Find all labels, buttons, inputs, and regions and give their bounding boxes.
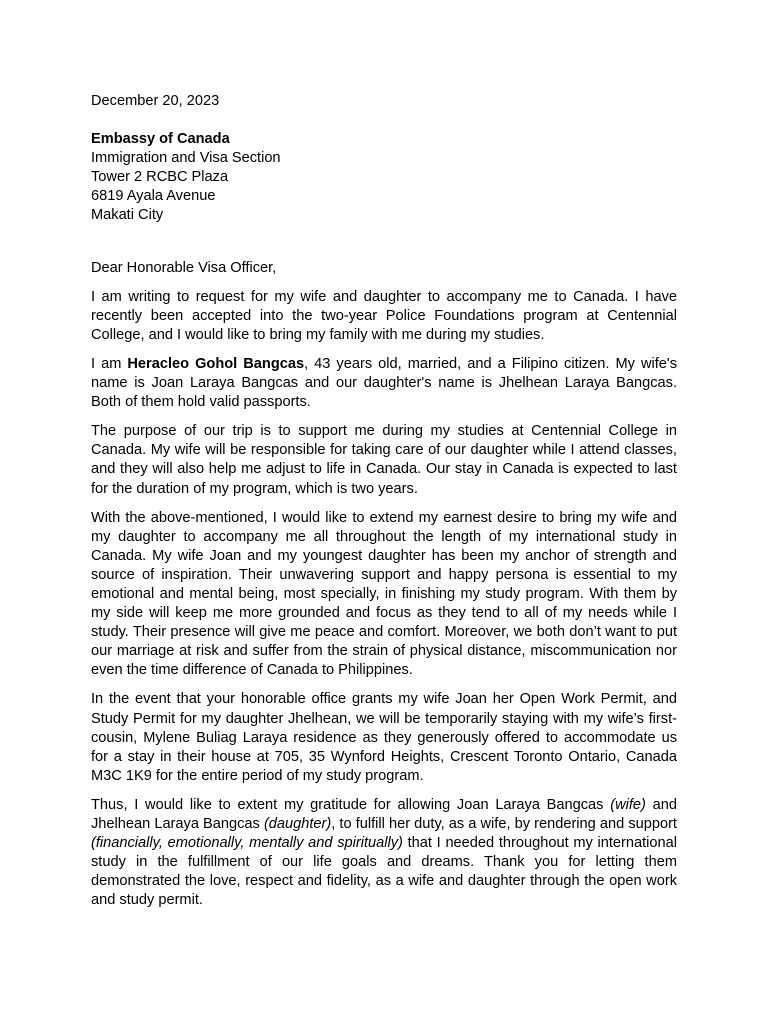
applicant-name: Heracleo Gohol Bangcas (127, 355, 305, 372)
paragraph-2-post: , 43 years old, married, and a Filipino citizen. My wife's name is Joan Laraya Bangcas and our daughter's name is Jhelhean Laraya Bangcas. Both of them hold valid passports. (91, 355, 678, 411)
paragraph-3: The purpose of our trip is to support me during my studies at Centennial College in Canada. My wife will be responsible for taking care of our daughter while I attend classes, and they will also help me adjust to life in Canada. Our stay in Canada is expected to last for the duration of my program, which is two years. (91, 423, 677, 497)
paragraph-6-part-1: Thus, I would like to extent my gratitude for allowing Joan Laraya Bangcas (91, 796, 611, 813)
letter-page (91, 92, 677, 920)
paragraph-6-italic-3: (financially, emotionally, mentally and spiritually) (91, 835, 403, 852)
recipient-name: Embassy of Canada (91, 131, 230, 148)
recipient-address (91, 130, 677, 225)
paragraph-4: With the above-mentioned, I would like to extend my earnest desire to bring my wife and my daughter to accompany me all throughout the length of my international study in Canada. My wife Joan and my youngest daughter has been my anchor of strength and source of inspiration. Their unwavering support and happy persona is essential to my emotional and mental being, most specially, in finishing my study program. With them by my side will keep me more grounded and focus as they tend to all of my needs while I study. Their presence will give me peace and comfort. Moreover, we both don’t want to put our marriage at risk and suffer from the strain of physical distance, miscommunication nor even the time difference of Canada to Philippines. (91, 509, 677, 679)
paragraph-2-pre: I am (91, 355, 128, 372)
paragraph-6-part-4: that I needed throughout my international study in the fulfillment of our life goals and dreams. Thank you for letting them demonstrated the love, respect and fidelity, as a wife and daughter through the open work and study permit. (91, 835, 678, 909)
recipient-line-2: Tower 2 RCBC Plaza (91, 169, 229, 186)
paragraph-6-italic-2: (daughter) (263, 816, 332, 832)
paragraph-6-part-3: , to fulfill her duty, as a wife, by rendering and support (331, 816, 677, 832)
recipient-line-1: Immigration and Visa Section (91, 150, 281, 167)
salutation: Dear Honorable Visa Officer, (91, 259, 277, 276)
paragraph-5: In the event that your honorable office grants my wife Joan her Open Work Permit, and Study Permit for my daughter Jhelhean, we will be temporarily staying with my wife’s first-cousin, Mylene Buliag Laraya residence as they generously offered to accommodate us for a stay in their house at 705, 35 Wynford Heights, Crescent Toronto Ontario, Canada M3C 1K9 for the entire period of my study program. (91, 691, 677, 784)
paragraph-6 (91, 796, 677, 911)
letter-date: December 20, 2023 (91, 93, 220, 109)
recipient-line-3: 6819 Ayala Avenue (91, 188, 216, 205)
paragraph-2 (91, 355, 677, 412)
recipient-line-4: Makati City (91, 207, 164, 224)
paragraph-6-part-2: and Jhelhean Laraya Bangcas (91, 796, 677, 832)
paragraph-6-italic-1: (wife) (610, 796, 646, 813)
paragraph-1: I am writing to request for my wife and daughter to accompany me to Canada. I have recently been accepted into the two-year Police Foundations program at Centennial College, and I would like to bring my family with me during my studies. (91, 288, 677, 343)
